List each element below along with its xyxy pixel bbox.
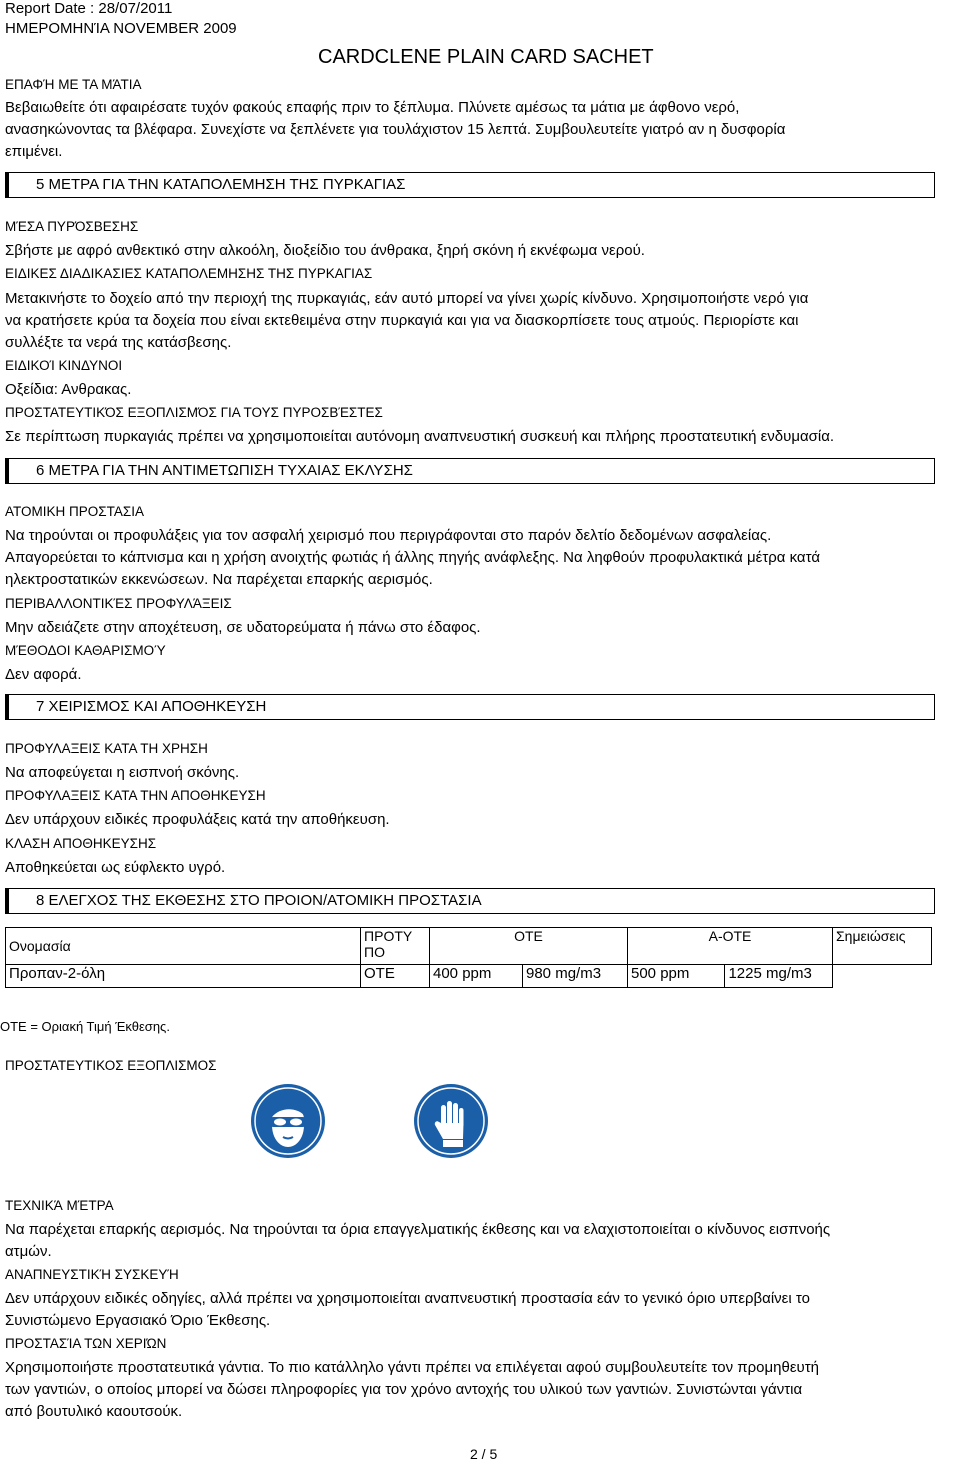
table-cell: 400 ppm [430, 965, 523, 988]
firefighter-equipment-text: Σε περίπτωση πυρκαγιάς πρέπει να χρησιμοποιείται αυτόνομη αναπνευστική συσκευή και πλήρης προστατευτική ενδυμασία. [5, 428, 835, 445]
section-8-title: 8 ΕΛΕΓΧΟΣ ΤΗΣ ΕΚΘΕΣΗΣ ΣΤΟ ΠΡΟΙΟΝ/ΑΤΟΜΙΚΗ ΠΡΟΣΤΑΣΙΑ [36, 892, 482, 909]
hand-protection-text-line: των γαντιών, ο οποίος μπορεί να δώσει πληροφορίες για τον χρόνο αντοχής του υλικού των γαντιών. Συνιστώνται γάντια [5, 1381, 803, 1398]
table-row [6, 965, 932, 988]
environmental-precautions-text: Μην αδειάζετε στην αποχέτευση, σε υδατορεύματα ή πάνω στο έδαφος. [5, 619, 481, 636]
table-header-notes: Σημειώσεις [833, 928, 932, 965]
firefighting-text-line: συλλέξτε τα νερά της κατάσβεσης. [5, 334, 232, 351]
extinguishing-media-text: Σβήστε με αφρό ανθεκτικό στην αλκοόλη, διοξείδιο του άνθρακα, ξηρή σκόνη ή εκνέφωμα νερού. [5, 242, 645, 259]
section-6-title: 6 ΜΕΤΡΑ ΓΙΑ ΤΗΝ ΑΝΤΙΜΕΤΩΠΙΣΗ ΤΥΧΑΙΑΣ ΕΚΛΥΣΗΣ [36, 462, 413, 479]
section-7-title: 7 ΧΕΙΡΙΣΜΟΣ ΚΑΙ ΑΠΟΘΗΚΕΥΣΗ [36, 698, 267, 715]
ote-definition-note: ΟΤΕ = Οριακή Τιμή Έκθεσης. [0, 1019, 170, 1034]
cleanup-methods-text: Δεν αφορά. [5, 666, 82, 683]
environmental-precautions-heading: ΠΕΡΙΒΑΛΛΟΝΤΙΚΈΣ ΠΡΟΦΥΛΆΞΕΙΣ [5, 596, 232, 611]
firefighting-text-line: να κρατήσετε κρύα τα δοχεία που είναι εκτεθειμένα στην πυρκαγιά και για να διασκορπίσετε τους ατμούς. Περιορίστε και [5, 312, 799, 329]
page-number: 2 / 5 [470, 1446, 498, 1462]
table-cell: ΟΤΕ [361, 965, 430, 988]
special-hazards-text: Οξείδια: Ανθρακας. [5, 381, 132, 398]
section-8-header [5, 888, 935, 914]
technical-measures-heading: ΤΕΧΝΙΚΆ ΜΈΤΡΑ [5, 1198, 114, 1213]
section-6-header [5, 458, 935, 484]
eye-contact-heading: ΕΠΑΦΉ ΜΕ ΤΑ ΜΆΤΙΑ [5, 77, 142, 92]
usage-precautions-text: Να αποφεύγεται η εισπνοή σκόνης. [5, 764, 240, 781]
section-5-title: 5 ΜΕΤΡΑ ΓΙΑ ΤΗΝ ΚΑΤΑΠΟΛΕΜΗΣΗ ΤΗΣ ΠΥΡΚΑΓΙΑΣ [36, 176, 406, 193]
personal-protection-text-line: Απαγορεύεται το κάπνισμα και η χρήση ανοιχτής φωτιάς ή άλλης πηγής ανάφλεξης. Να ληφθούν προφυλακτικά μέτρα κατά [5, 549, 820, 566]
extinguishing-media-heading: ΜΈΣΑ ΠΥΡΌΣΒΕΣΗΣ [5, 219, 139, 234]
storage-precautions-text: Δεν υπάρχουν ειδικές προφυλάξεις κατά την αποθήκευση. [5, 811, 390, 828]
technical-measures-text-line: ατμών. [5, 1243, 52, 1260]
personal-protection-heading: ΑΤΟΜΙΚΗ ΠΡΟΣΤΑΣΙΑ [5, 504, 144, 519]
storage-class-heading: ΚΛΑΣΗ ΑΠΟΘΗΚΕΥΣΗΣ [5, 836, 157, 851]
eye-text-line: επιμένει. [5, 143, 63, 160]
section-7-header [5, 694, 935, 720]
firefighting-procedures-heading: ΕΙΔΙΚΕΣ ΔΙΑΔΙΚΑΣΙΕΣ ΚΑΤΑΠΟΛΕΜΗΣΗΣ ΤΗΣ ΠΥΡΚΑΓΙΑΣ [5, 266, 373, 281]
table-cell: 1225 mg/m3 [725, 965, 833, 988]
protective-equipment-heading: ΠΡΟΣΤΑΤΕΥΤΙΚΟΣ ΕΞΟΠΛΙΣΜΟΣ [5, 1058, 217, 1073]
hand-protection-text-line: από βουτυλικό καουτσούκ. [5, 1403, 183, 1420]
hand-protection-text-line: Χρησιμοποιήστε προστατευτικά γάντια. Το πιο κατάλληλο γάντι πρέπει να επιλέγεται αφού συμβουλευτείτε τον προμηθευτή [5, 1359, 820, 1376]
storage-class-text: Αποθηκεύεται ως εύφλεκτο υγρό. [5, 859, 226, 876]
personal-protection-text-line: Να τηρούνται οι προφυλάξεις για τον ασφαλή χειρισμό που περιγράφονται στο παρόν δελτίο δεδομένων ασφαλείας. [5, 527, 772, 544]
hand-protection-heading: ΠΡΟΣΤΑΣΊΑ ΤΩΝ ΧΕΡΙΏΝ [5, 1336, 167, 1351]
face-goggles-mandatory-icon [250, 1083, 326, 1159]
table-cell: 500 ppm [628, 965, 725, 988]
product-title: CARDCLENE PLAIN CARD SACHET [318, 46, 654, 68]
table-header-standard: ΠΡΟΤΥ ΠΟ [361, 928, 430, 965]
usage-precautions-heading: ΠΡΟΦΥΛΑΞΕΙΣ ΚΑΤΑ ΤΗ ΧΡΗΣΗ [5, 741, 208, 756]
gloves-mandatory-icon [413, 1083, 489, 1159]
table-header-name: Ονομασία [6, 928, 361, 965]
table-header-a-ote: Α-ΟΤΕ [628, 928, 833, 965]
section-5-header [5, 172, 935, 198]
storage-precautions-heading: ΠΡΟΦΥΛΑΞΕΙΣ ΚΑΤΑ ΤΗΝ ΑΠΟΘΗΚΕΥΣΗ [5, 788, 266, 803]
document-date: ΗΜΕΡΟΜΗΝΊΑ NOVEMBER 2009 [5, 20, 237, 37]
cleanup-methods-heading: ΜΈΘΟΔΟΙ ΚΑΘΑΡΙΣΜΟΎ [5, 643, 166, 658]
respiratory-equipment-text-line: Συνιστώμενο Εργασιακό Όριο Έκθεσης. [5, 1312, 271, 1329]
firefighter-equipment-heading: ΠΡΟΣΤΑΤΕΥΤΙΚΌΣ ΕΞΟΠΛΙΣΜΌΣ ΓΙΑ ΤΟΥΣ ΠΥΡΟΣΒΈΣΤΕΣ [5, 405, 383, 420]
special-hazards-heading: ΕΙΔΙΚΟΊ ΚΙΝΔΥΝΟΙ [5, 358, 123, 373]
table-cell: Προπαν-2-όλη [6, 965, 361, 988]
eye-text-line: ανασηκώνοντας τα βλέφαρα. Συνεχίστε να ξεπλένετε για τουλάχιστον 15 λεπτά. Συμβουλευτείτε γιατρό αν η δυσφορία [5, 121, 786, 138]
eye-text-line: Βεβαιωθείτε ότι αφαιρέσατε τυχόν φακούς επαφής πριν το ξέπλυμα. Πλύνετε αμέσως τα μάτια με άφθονο νερό, [5, 99, 740, 116]
table-header-ote: ΟΤΕ [430, 928, 628, 965]
respiratory-equipment-heading: ΑΝΑΠΝΕΥΣΤΙΚΉ ΣΥΣΚΕΥΉ [5, 1267, 179, 1282]
report-date: Report Date : 28/07/2011 [5, 0, 173, 17]
exposure-limits-table [5, 927, 932, 988]
personal-protection-text-line: ηλεκτροστατικών εκκενώσεων. Να παρέχεται επαρκής αερισμός. [5, 571, 433, 588]
technical-measures-text-line: Να παρέχεται επαρκής αερισμός. Να τηρούνται τα όρια επαγγελματικής έκθεσης και να ελαχιστοποιείται ο κίνδυνος εισπνοής [5, 1221, 831, 1238]
table-cell [833, 965, 932, 988]
respiratory-equipment-text-line: Δεν υπάρχουν ειδικές οδηγίες, αλλά πρέπει να χρησιμοποιείται αναπνευστική προστασία εάν το γενικό όριο υπερβαίνει το [5, 1290, 810, 1307]
table-cell: 980 mg/m3 [523, 965, 628, 988]
firefighting-text-line: Μετακινήστε το δοχείο από την περιοχή της πυρκαγιάς, εάν αυτό μπορεί να γίνει χωρίς κίνδυνο. Χρησιμοποιήστε νερό για [5, 290, 809, 307]
